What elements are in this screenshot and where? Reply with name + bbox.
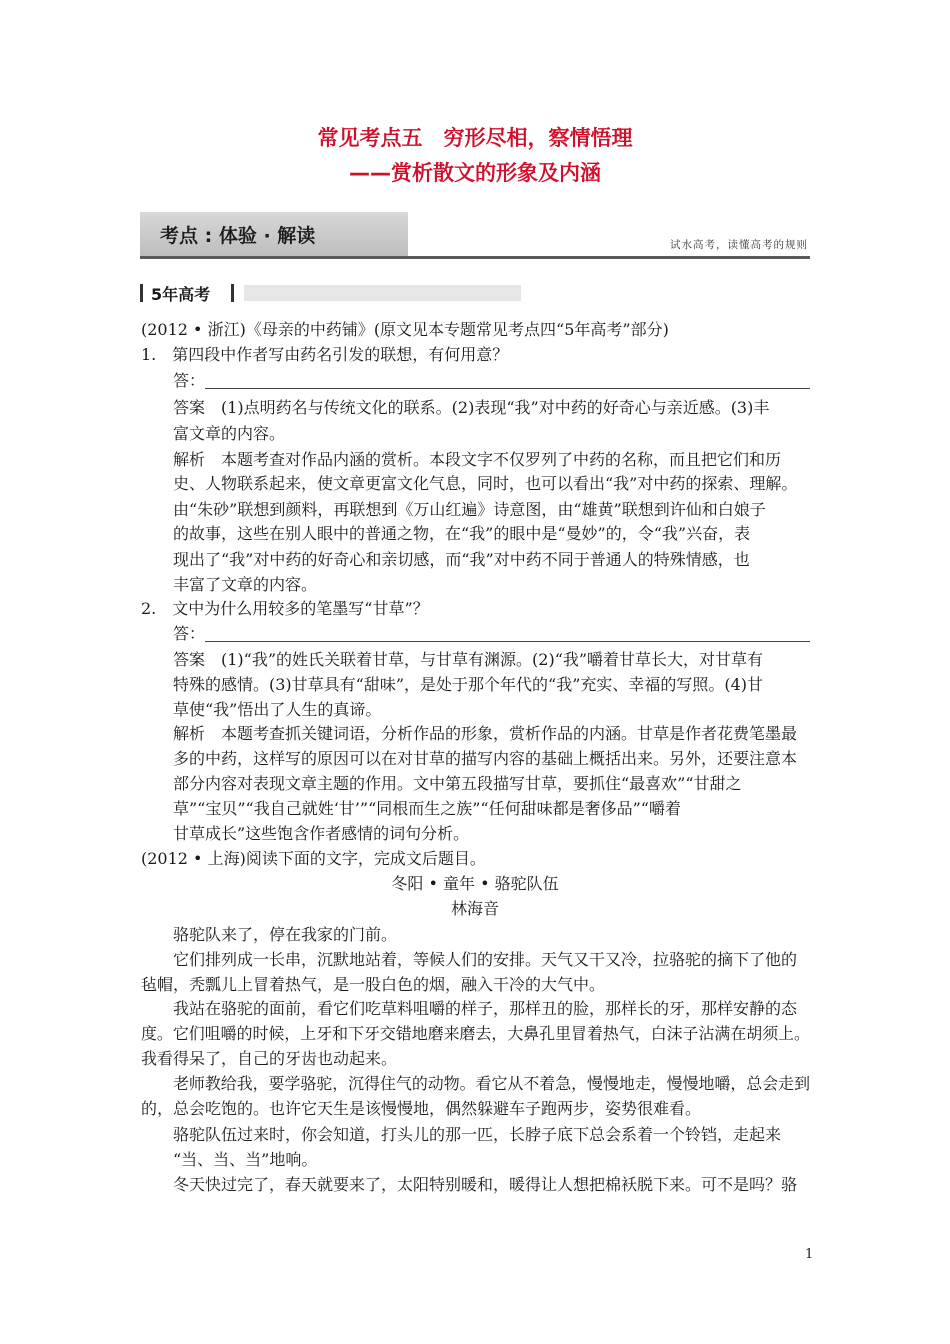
text-line: 草”“宝贝”“我自己就姓‘甘’”“同根而生之族”“任何甜味都是奢侈品”“嚼着 <box>173 799 681 818</box>
question-2: 2. 文中为什么用较多的笔墨写“甘草”？ <box>141 599 429 618</box>
article-line: 骆驼队来了，停在我家的门前。 <box>173 925 398 944</box>
page-subtitle: ——赏析散文的形象及内涵 <box>349 161 601 185</box>
answer-prompt: 答： <box>173 371 206 390</box>
article-line: 冬天快过完了，春天就要来了，太阳特别暖和，暖得让人想把棉袄脱下来。可不是吗？骆 <box>173 1175 798 1194</box>
text-line: 解析 本题考查抓关键词语，分析作品的形象，赏析作品的内涵。甘草是作者花费笔墨最 <box>173 724 798 743</box>
text-line: 部分内容对表现文章主题的作用。文中第五段描写甘草，要抓住“最喜欢”“甘甜之 <box>173 774 742 793</box>
article-line: 骆驼队伍过来时，你会知道，打头儿的那一匹，长脖子底下总会系着一个铃铛，走起来 <box>173 1125 782 1144</box>
banner-slogan: 试水高考，读懂高考的规则 <box>670 239 808 251</box>
text-line: 草使“我”悟出了人生的真谛。 <box>173 700 382 719</box>
text-line: 富文章的内容。 <box>173 424 286 443</box>
text-line: 答案 (1)点明药名与传统文化的联系。(2)表现“我”对中药的好奇心与亲近感。(3)丰 <box>173 398 770 417</box>
text-line: 解析 本题考查对作品内涵的赏析。本段文字不仅罗列了中药的名称，而且把它们和历 <box>173 450 782 469</box>
text-line: 答案 (1)“我”的姓氏关联着甘草，与甘草有渊源。(2)“我”嚼着甘草长大，对甘草有 <box>173 650 764 669</box>
page-number: 1 <box>805 1247 814 1262</box>
source-line: (2012 • 上海)阅读下面的文字，完成文后题目。 <box>141 849 486 868</box>
article-line: 我看得呆了，自己的牙齿也动起来。 <box>141 1049 398 1068</box>
article-line: 我站在骆驼的面前，看它们吃草料咀嚼的样子，那样丑的脸，那样长的牙，那样安静的态 <box>173 999 798 1018</box>
answer-line <box>205 641 810 642</box>
banner-rule <box>140 256 810 259</box>
page-title: 常见考点五 穷形尽相，察情悟理 <box>317 126 633 150</box>
source-line: (2012 • 浙江)《母亲的中药铺》(原文见本专题常见考点四“5年高考”部分) <box>141 320 669 339</box>
text-line: 多的中药，这样写的原因可以在对甘草的描写内容的基础上概括出来。另外，还要注意本 <box>173 749 798 768</box>
article-title: 冬阳 • 童年 • 骆驼队伍 <box>391 874 559 893</box>
text-line: 的故事，这些在别人眼中的普通之物，在“我”的眼中是“曼妙”的，令“我”兴奋，表 <box>173 524 751 543</box>
article-line: 度。它们咀嚼的时候，上牙和下牙交错地磨来磨去，大鼻孔里冒着热气，白沫子沾满在胡须上。 <box>141 1024 810 1043</box>
article-line: 的，总会吃饱的。也许它天生是该慢慢地，偶然躲避车子跑两步，姿势很难看。 <box>141 1099 702 1118</box>
tag-bar-right <box>231 284 234 302</box>
answer-line <box>205 388 810 389</box>
text-line: 丰富了文章的内容。 <box>173 575 318 594</box>
article-author: 林海音 <box>450 899 499 918</box>
article-line: 老师教给我，要学骆驼，沉得住气的动物。看它从不着急，慢慢地走，慢慢地嚼，总会走到 <box>173 1074 811 1093</box>
tag-fill-bar <box>244 285 521 301</box>
section-banner <box>140 212 810 256</box>
answer-prompt: 答： <box>173 624 206 643</box>
article-line: 它们排列成一长串，沉默地站着，等候人们的安排。天气又干又冷，拉骆驼的摘下了他的 <box>173 950 798 969</box>
article-line: “当、当、当”地响。 <box>173 1150 318 1169</box>
sub-tag-label: 5年高考 <box>151 285 211 304</box>
text-line: 由“朱砂”联想到颜料，再联想到《万山红遍》诗意图，由“雄黄”联想到许仙和白娘子 <box>173 500 766 519</box>
tag-bar-left <box>140 284 143 302</box>
banner-label: 考点 : 体验 · 解读 <box>160 225 316 247</box>
text-line: 现出了“我”对中药的好奇心和亲切感，而“我”对中药不同于普通人的特殊情感，也 <box>173 550 750 569</box>
text-line: 甘草成长”这些饱含作者感情的词句分析。 <box>173 824 470 843</box>
text-line: 史、人物联系起来，使文章更富文化气息，同时，也可以看出“我”对中药的探索、理解。 <box>173 474 798 493</box>
article-line: 毡帽，秃瓢儿上冒着热气，是一股白色的烟，融入干冷的大气中。 <box>141 975 606 994</box>
text-line: 特殊的感情。(3)甘草具有“甜味”，是处于那个年代的“我”充实、幸福的写照。(4)甘 <box>173 675 764 694</box>
question-1: 1. 第四段中作者写由药名引发的联想，有何用意？ <box>141 345 509 364</box>
